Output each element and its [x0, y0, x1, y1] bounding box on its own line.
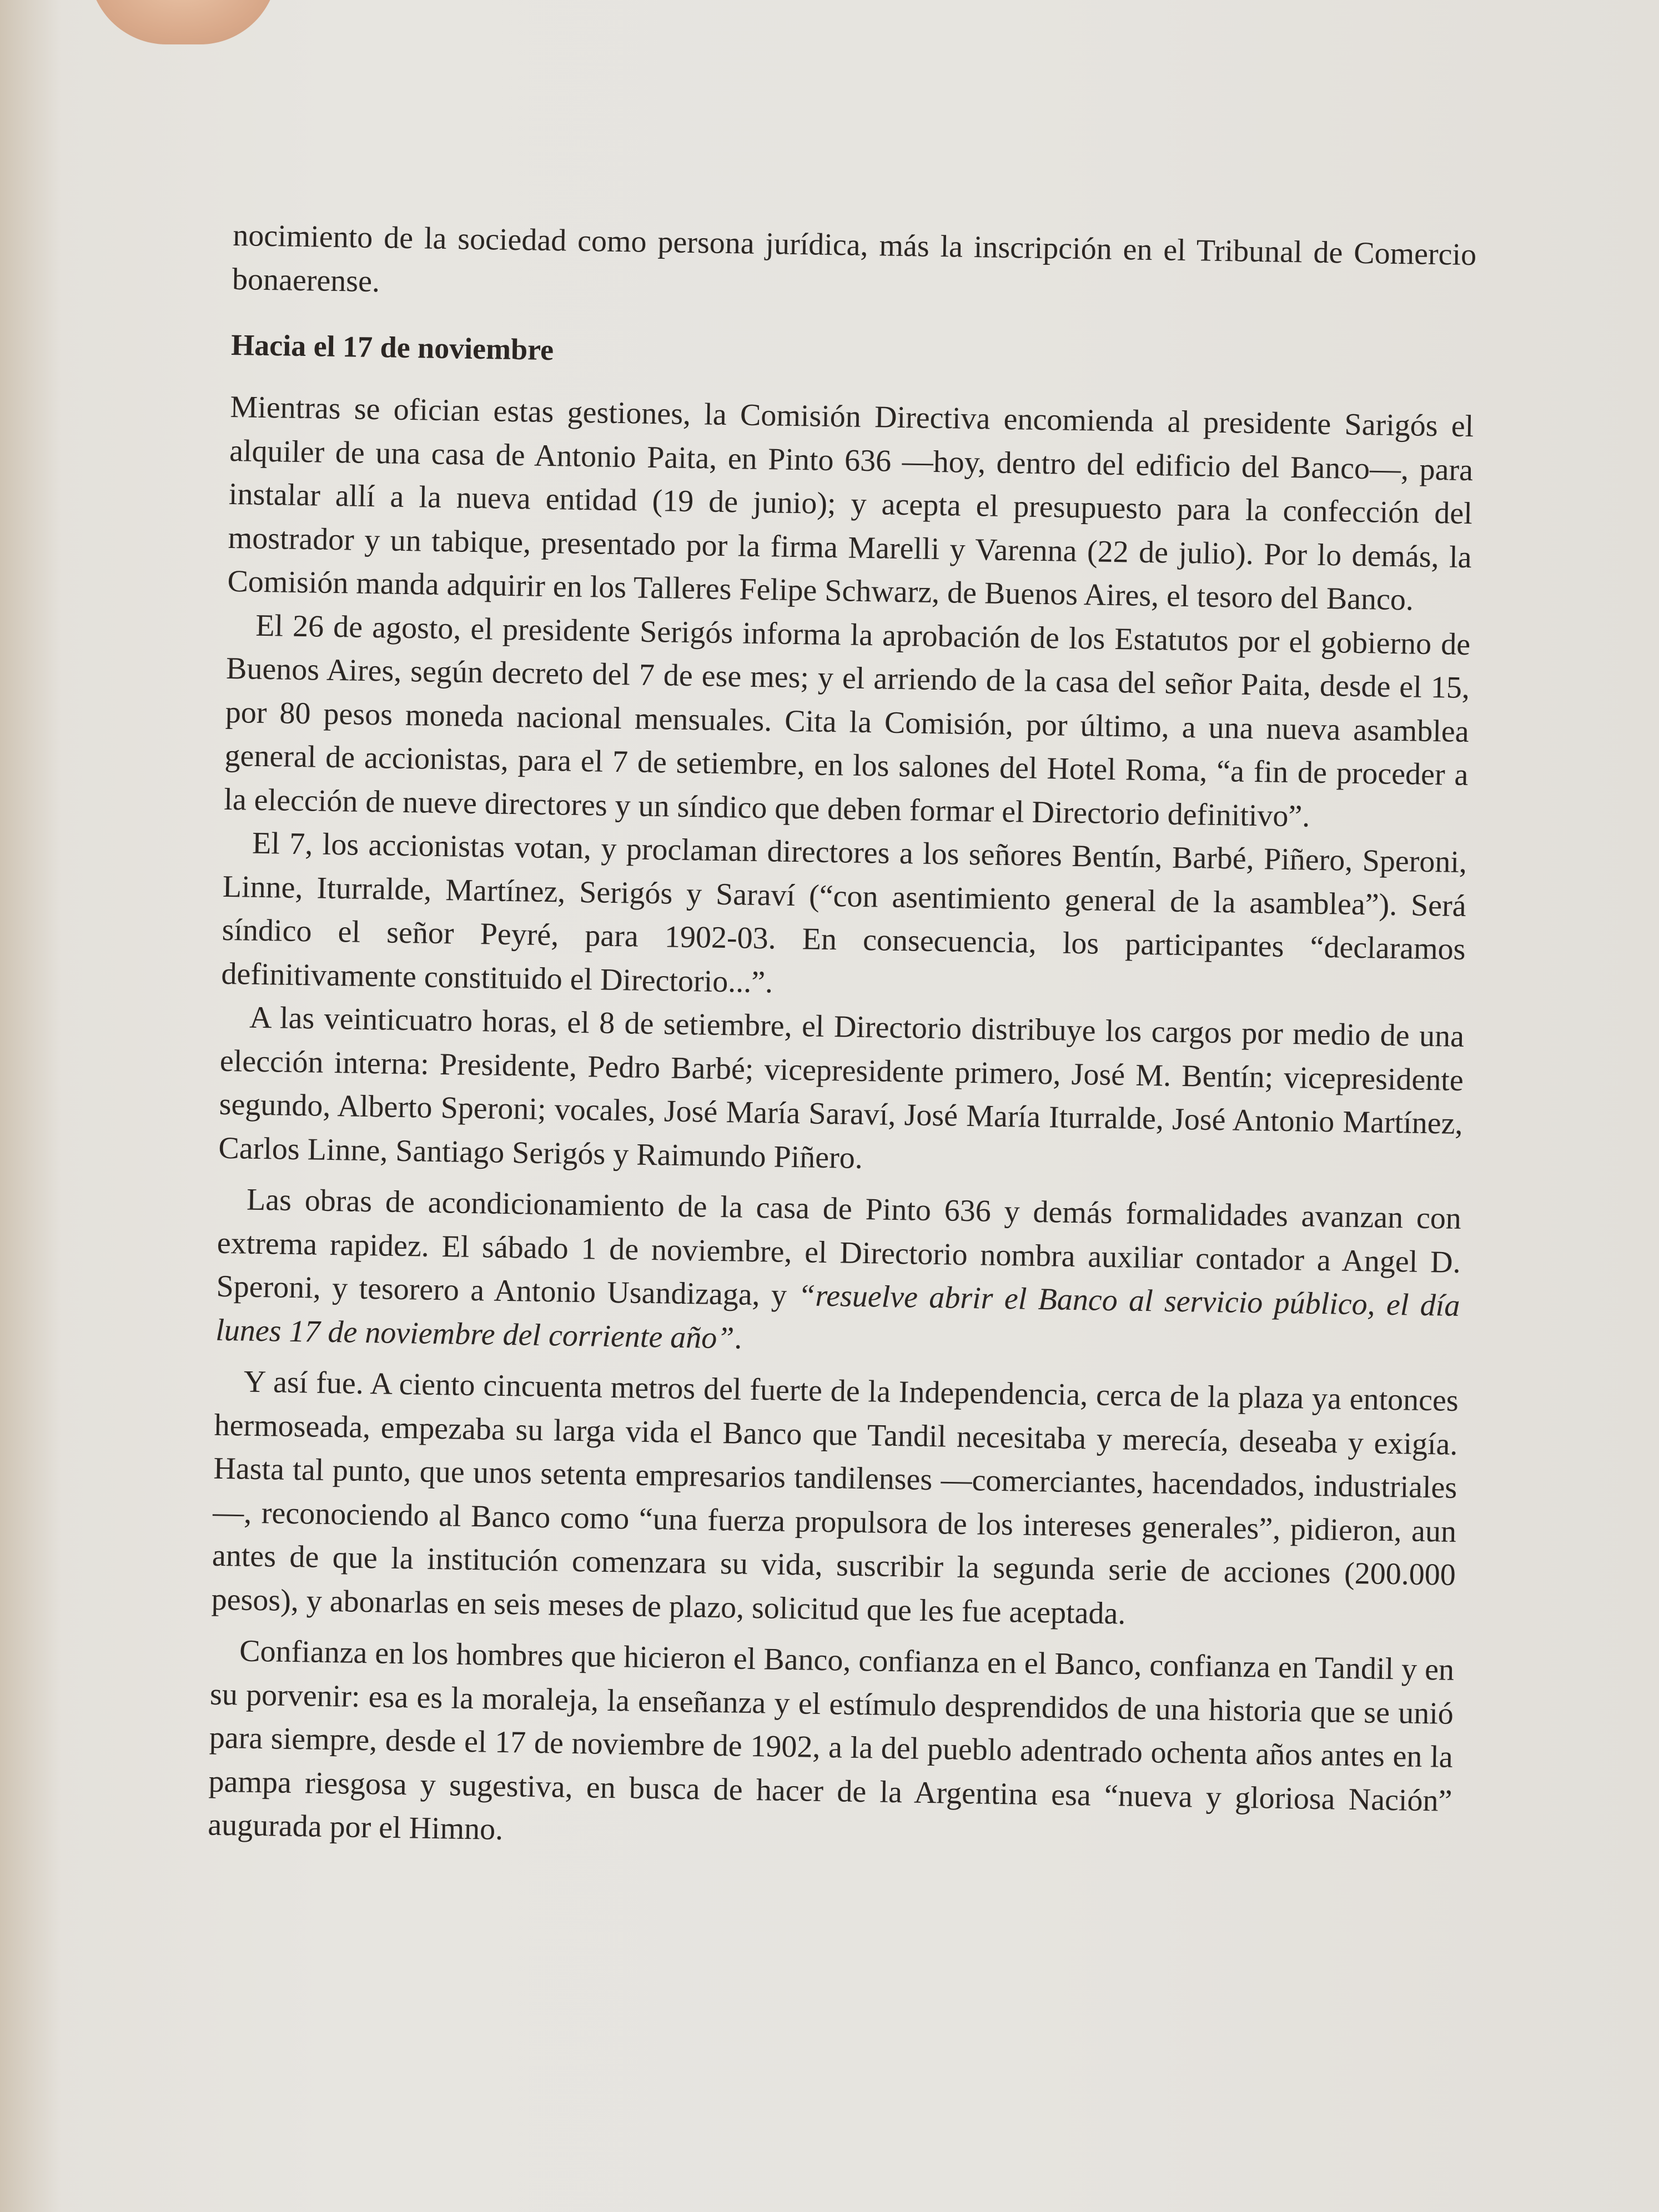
thumb-holding-page: [89, 0, 278, 44]
body-paragraph-2: El 26 de agosto, el presidente Serigós informa la aprobación de los Estatutos por el gobierno de Buenos Aires, según decreto del 7 de ese mes; y el arriendo de la casa del señor Paita, desde el 15, por 80 pesos moneda nacional mensuales. Cita la Comisión, por último, a una nueva asamblea general de accionistas, para el 7 de setiembre, en los salones del Hotel Roma, “a fin de proceder a la elección de nueve directores y un síndico que deben formar el Directorio definitivo”.: [223, 608, 1471, 834]
body-paragraph-3: El 7, los accionistas votan, y proclaman directores a los señores Bentín, Barbé, Piñero, Speroni, Linne, Iturralde, Martínez, Serigós y Saraví (“con asentimiento general de la asamblea”). Será síndico el señor Peyré, para 1902-03. En consecuencia, los participantes “declaramos definitivamente constituido el Directorio...”.: [221, 826, 1467, 999]
body-paragraph-5-text: Las obras de acondicionamiento de la casa de Pinto 636 y demás formalidades avanzan con extrema rapidez. El sábado 1 de noviembre, el Directorio nombra auxiliar contador a Angel D. Speroni, y tesorero a Antonio Usandizaga, y: [216, 1182, 1462, 1313]
section-heading: Hacia el 17 de noviembre: [230, 328, 554, 367]
body-paragraph-6: Y así fue. A ciento cincuenta metros del fuerte de la Independencia, cerca de la plaza ya entonces hermoseada, empezaba su larga vida el Banco que Tandil necesitaba y merecía, deseaba y exigía. Hasta tal punto, que unos setenta empresarios tandilenses —comerciantes, hacendados, industriales—, reconociendo al Banco como “una fuerza propulsora de los intereses generales”, pidieron, aun antes de que la institución comenzara su vida, suscribir la segunda serie de acciones (200.000 pesos), y abonarlas en seis meses de plazo, solicitud que les fue aceptada.: [211, 1364, 1459, 1631]
body-paragraph-5-tail: .: [733, 1320, 742, 1356]
quoted-resolution: “resuelve abrir el Banco al servicio público, el día lunes 17 de noviembre del corriente año”: [215, 1278, 1460, 1355]
body-paragraph-4: A las veinticuatro horas, el 8 de setiembre, el Directorio distribuye los cargos por medio de una elección interna: Presidente, Pedro Barbé; vicepresidente primero, José M. Bentín; vicepresidente segundo, Alberto Speroni; vocales, José María Saraví, José María Iturralde, José Antonio Martínez, Carlos Linne, Santiago Serigós y Raimundo Piñero.: [218, 1000, 1465, 1175]
body-paragraph-1: Mientras se ofician estas gestiones, la Comisión Directiva encomienda al presidente Sarigós el alquiler de una casa de Antonio Paita, en Pinto 636 —hoy, dentro del edificio del Banco—, para instalar allí a la nueva entidad (19 de junio); y acepta el presupuesto para la confección del mostrador y un tabique, presentado por la firma Marelli y Varenna (22 de julio). Por lo demás, la Comisión manda adquirir en los Talleres Felipe Schwarz, de Buenos Aires, el tesoro del Banco.: [227, 389, 1474, 617]
body-paragraph-7: Confianza en los hombres que hicieron el Banco, confianza en el Banco, confianza en Tandil y en su porvenir: esa es la moraleja, la enseñanza y el estímulo desprendidos de una historia que se unió para siempre, desde el 17 de noviembre de 1902, a la del pueblo adentrado ochenta años antes en la pampa riesgosa y sugestiva, en busca de hacer de la Argentina esa “nueva y gloriosa Nación” augurada por el Himno.: [207, 1633, 1455, 1847]
body-paragraph-5: [215, 1178, 1462, 1371]
page-text-block: [203, 214, 1476, 2165]
book-spine-shadow: [0, 0, 61, 2212]
intro-paragraph: nocimiento de la sociedad como persona jurídica, más la inscripción en el Tribunal de Comercio bonaerense.: [232, 218, 1477, 299]
